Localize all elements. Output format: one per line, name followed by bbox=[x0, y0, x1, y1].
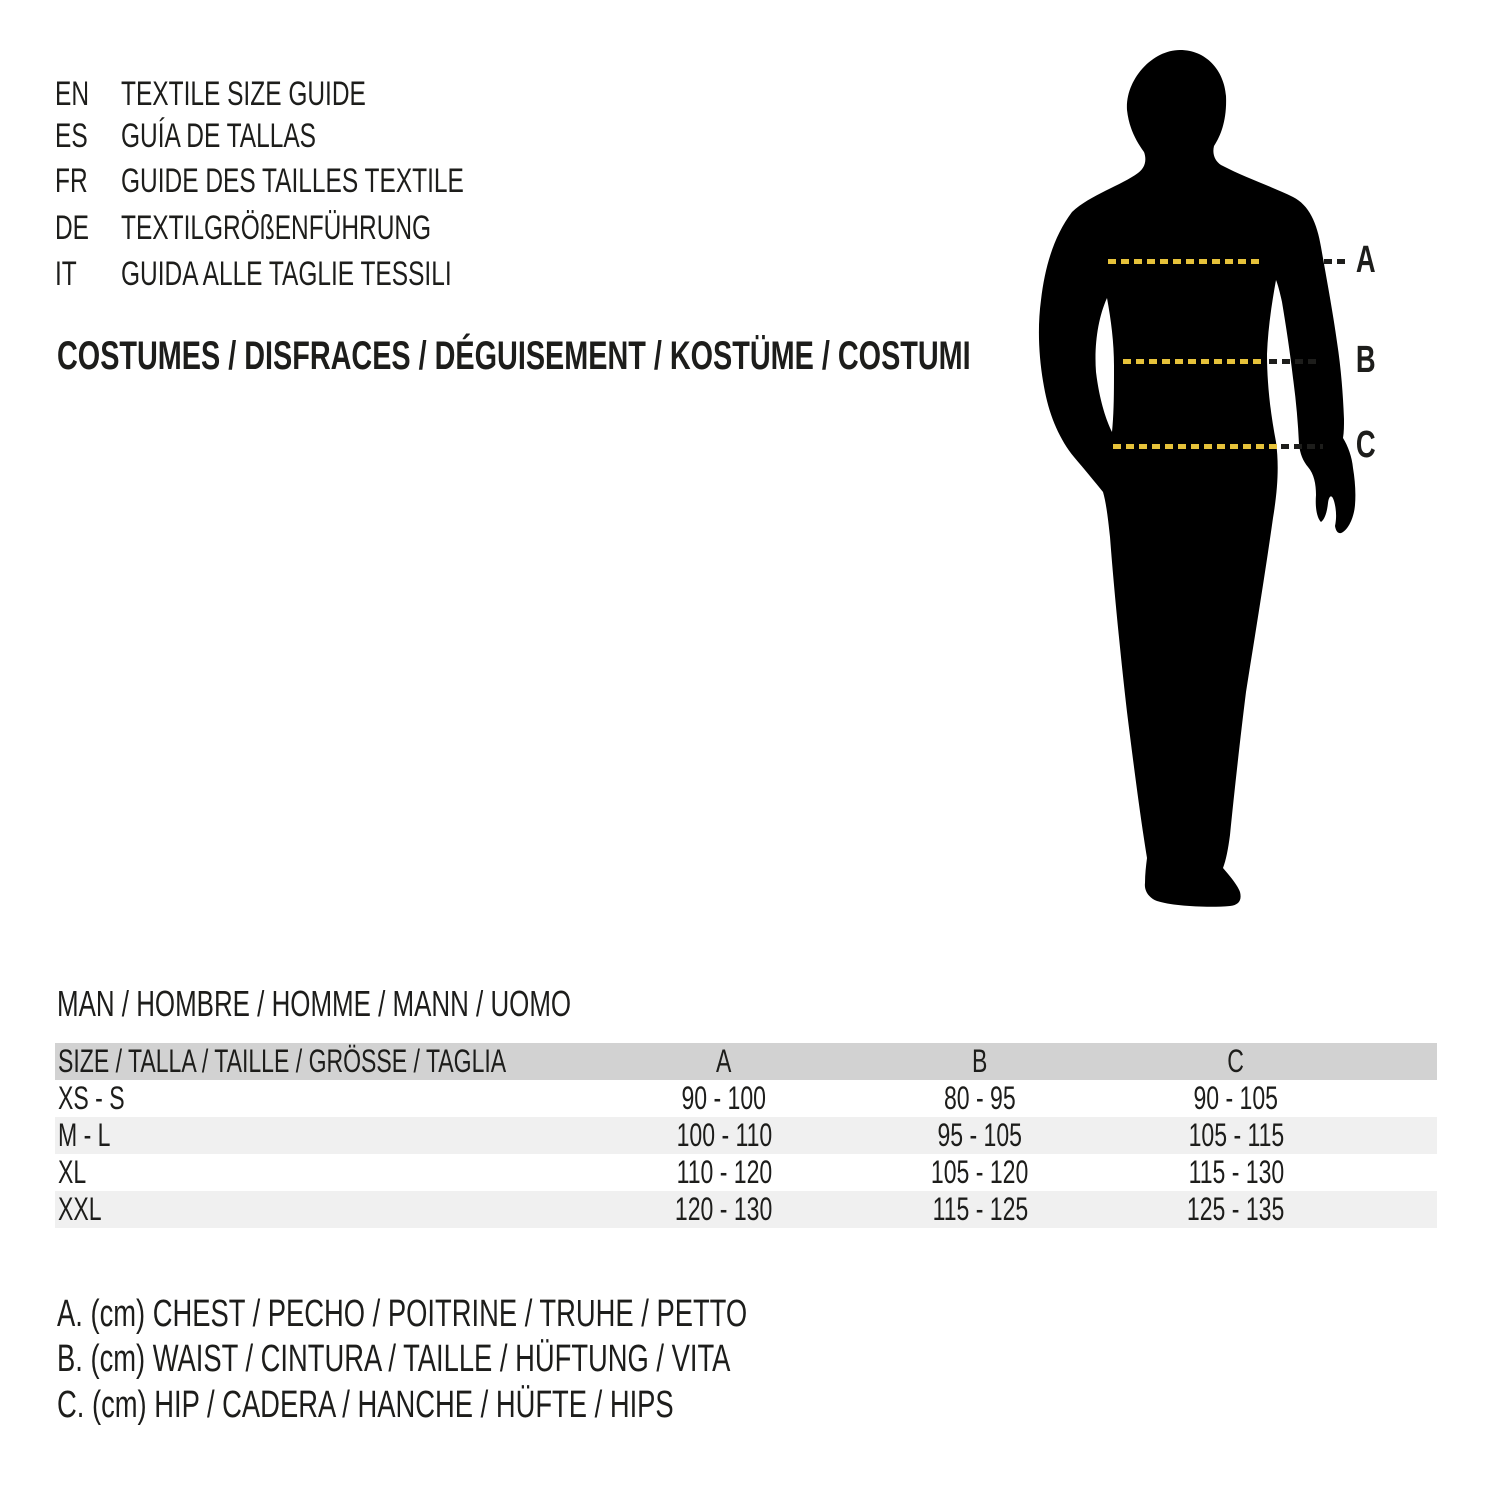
size-label-cell: M - L bbox=[58, 1117, 111, 1153]
hip-leader-line bbox=[1281, 444, 1323, 449]
language-code: EN bbox=[55, 75, 90, 113]
table-spacer-cell bbox=[1364, 1191, 1437, 1228]
language-title: TEXTILGRÖßENFÜHRUNG bbox=[121, 209, 432, 247]
language-code: DE bbox=[55, 209, 90, 247]
hip-range-cell: 125 - 135 bbox=[1187, 1191, 1285, 1227]
size-column-header: SIZE / TALLA / TAILLE / GRÖSSE / TAGLIA bbox=[58, 1043, 507, 1079]
table-spacer-cell bbox=[1364, 1154, 1437, 1191]
table-row bbox=[55, 1191, 1437, 1228]
table-spacer-cell bbox=[1364, 1117, 1437, 1154]
man-silhouette bbox=[1039, 50, 1355, 907]
chest-leader-line bbox=[1324, 259, 1348, 264]
language-title: GUIDE DES TAILLES TEXTILE bbox=[121, 162, 464, 200]
size-table bbox=[55, 1043, 1437, 1228]
chest-range-cell: 110 - 120 bbox=[676, 1154, 772, 1190]
chest-range-cell: 100 - 110 bbox=[676, 1117, 772, 1153]
category-heading: COSTUMES / DISFRACES / DÉGUISEMENT / KOSTÜME / COSTUMI bbox=[57, 334, 971, 378]
table-row bbox=[55, 1117, 1437, 1154]
waist-range-cell: 80 - 95 bbox=[944, 1080, 1016, 1116]
legend-chest: A. (cm) CHEST / PECHO / POITRINE / TRUHE / PETTO bbox=[57, 1293, 748, 1335]
waist-leader-line bbox=[1269, 359, 1319, 364]
waist-range-cell: 105 - 120 bbox=[931, 1154, 1029, 1190]
chest-measure-line bbox=[1108, 259, 1263, 264]
hip-range-cell: 115 - 130 bbox=[1188, 1154, 1284, 1190]
table-spacer-cell bbox=[1364, 1080, 1437, 1117]
marker-c-label: C bbox=[1356, 424, 1376, 466]
hip-range-cell: 90 - 105 bbox=[1193, 1080, 1279, 1116]
table-row bbox=[55, 1080, 1437, 1117]
waist-range-cell: 95 - 105 bbox=[937, 1117, 1023, 1153]
size-label-cell: XS - S bbox=[58, 1080, 125, 1116]
man-silhouette-figure bbox=[1010, 40, 1470, 960]
language-code: FR bbox=[55, 162, 88, 200]
language-title: GUÍA DE TALLAS bbox=[121, 117, 317, 155]
column-header-a: A bbox=[716, 1043, 732, 1079]
language-code: ES bbox=[55, 117, 88, 155]
chest-range-cell: 120 - 130 bbox=[675, 1191, 773, 1227]
size-label-cell: XL bbox=[58, 1154, 87, 1190]
waist-range-cell: 115 - 125 bbox=[932, 1191, 1028, 1227]
hip-measure-line bbox=[1113, 444, 1277, 449]
column-header-c: C bbox=[1227, 1043, 1245, 1079]
marker-b-label: B bbox=[1356, 339, 1376, 381]
size-label-cell: XXL bbox=[58, 1191, 102, 1227]
language-title: TEXTILE SIZE GUIDE bbox=[121, 75, 366, 113]
table-row bbox=[55, 1154, 1437, 1191]
section-title: MAN / HOMBRE / HOMME / MANN / UOMO bbox=[57, 983, 572, 1024]
legend-waist: B. (cm) WAIST / CINTURA / TAILLE / HÜFTUNG / VITA bbox=[57, 1338, 731, 1380]
column-header-b: B bbox=[972, 1043, 988, 1079]
size-table-header-row bbox=[55, 1043, 1437, 1080]
chest-range-cell: 90 - 100 bbox=[681, 1080, 767, 1116]
table-spacer-cell bbox=[1364, 1043, 1437, 1080]
marker-a-label: A bbox=[1356, 239, 1376, 281]
language-title: GUIDA ALLE TAGLIE TESSILI bbox=[121, 255, 452, 293]
legend-hip: C. (cm) HIP / CADERA / HANCHE / HÜFTE / HIPS bbox=[57, 1384, 674, 1426]
language-code: IT bbox=[55, 255, 77, 293]
hip-range-cell: 105 - 115 bbox=[1188, 1117, 1284, 1153]
waist-measure-line bbox=[1123, 359, 1266, 364]
